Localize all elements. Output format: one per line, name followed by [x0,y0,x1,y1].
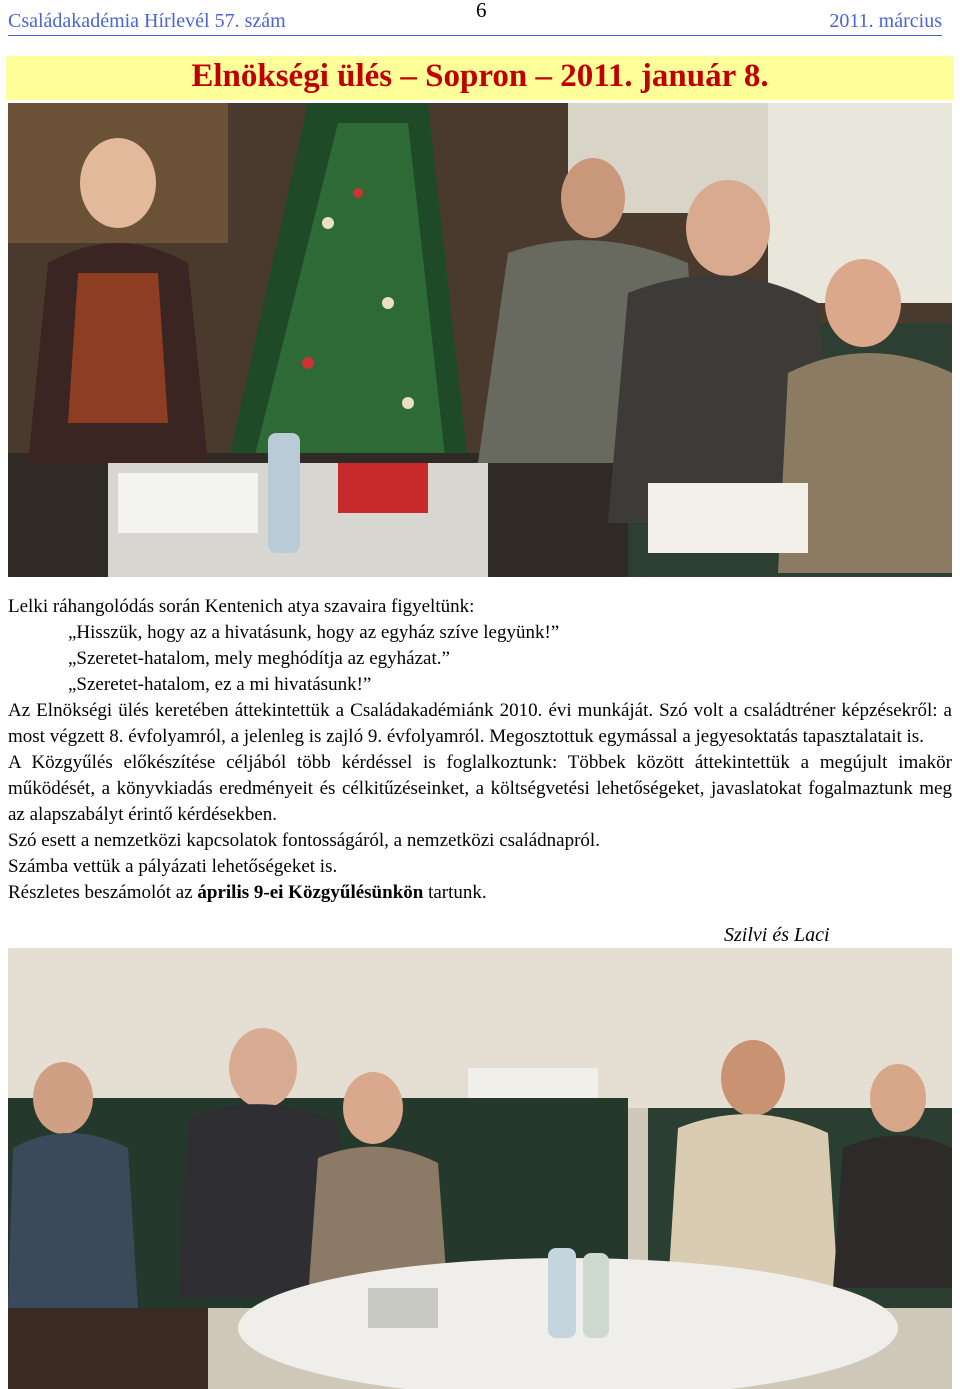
paragraph-review: Az Elnökségi ülés keretében áttekintettük a Családakadémiánk 2010. évi munkáját. Szó volt a családtréner képzésekről: a most végzett 8. évfolyamról, a jelenleg is zajló 9. évfolyamról. Megosztottuk egymással a jegyesoktatás tapasztalatait is. [8,700,952,747]
quote-2: „Szeretet-hatalom, mely meghódítja az egyházat.” [68,648,450,669]
page-number: 6 [476,0,487,22]
signature: Szilvi és Laci [724,924,830,946]
header-divider [8,35,942,36]
article-title: Elnökségi ülés – Sopron – 2011. január 8. [191,58,769,94]
quote-3: „Szeretet-hatalom, ez a mi hivatásunk!” [68,674,372,695]
paragraph-assembly-prep: A Közgyűlés előkészítése céljából több kérdéssel is foglalkoztunk: Többek között áttekintettük a megújult imakör működését, a könyvkiadás eredményeit és célkitűzéseinket, a költségvetési lehetőségeket, javaslatokat fogalmaztunk meg az alapszabályt érintő kérdésekben. [8,752,952,825]
meeting-photo-sofa-group [8,948,952,1389]
issue-date: 2011. március [829,10,942,32]
page-header [8,0,942,38]
newsletter-title: Családakadémia Hírlevél 57. szám [8,10,286,32]
intro-line: Lelki ráhangolódás során Kentenich atya szavaira figyeltünk: [8,596,475,617]
paragraph-international: Szó esett a nemzetközi kapcsolatok fontosságáról, a nemzetközi családnapról. [8,830,600,851]
article-title-banner [6,56,954,100]
paragraph-grants: Számba vettük a pályázati lehetőségeket is. [8,856,338,877]
meeting-photo-christmas-tree [8,103,952,577]
paragraph-report: Részletes beszámolót az április 9-ei Közgyűlésünkön tartunk. [8,882,487,903]
quote-1: „Hisszük, hogy az a hivatásunk, hogy az egyház szíve legyünk!” [68,622,560,643]
article-body [8,594,952,906]
assembly-date-bold: április 9-ei Közgyűlésünkön [197,882,424,903]
